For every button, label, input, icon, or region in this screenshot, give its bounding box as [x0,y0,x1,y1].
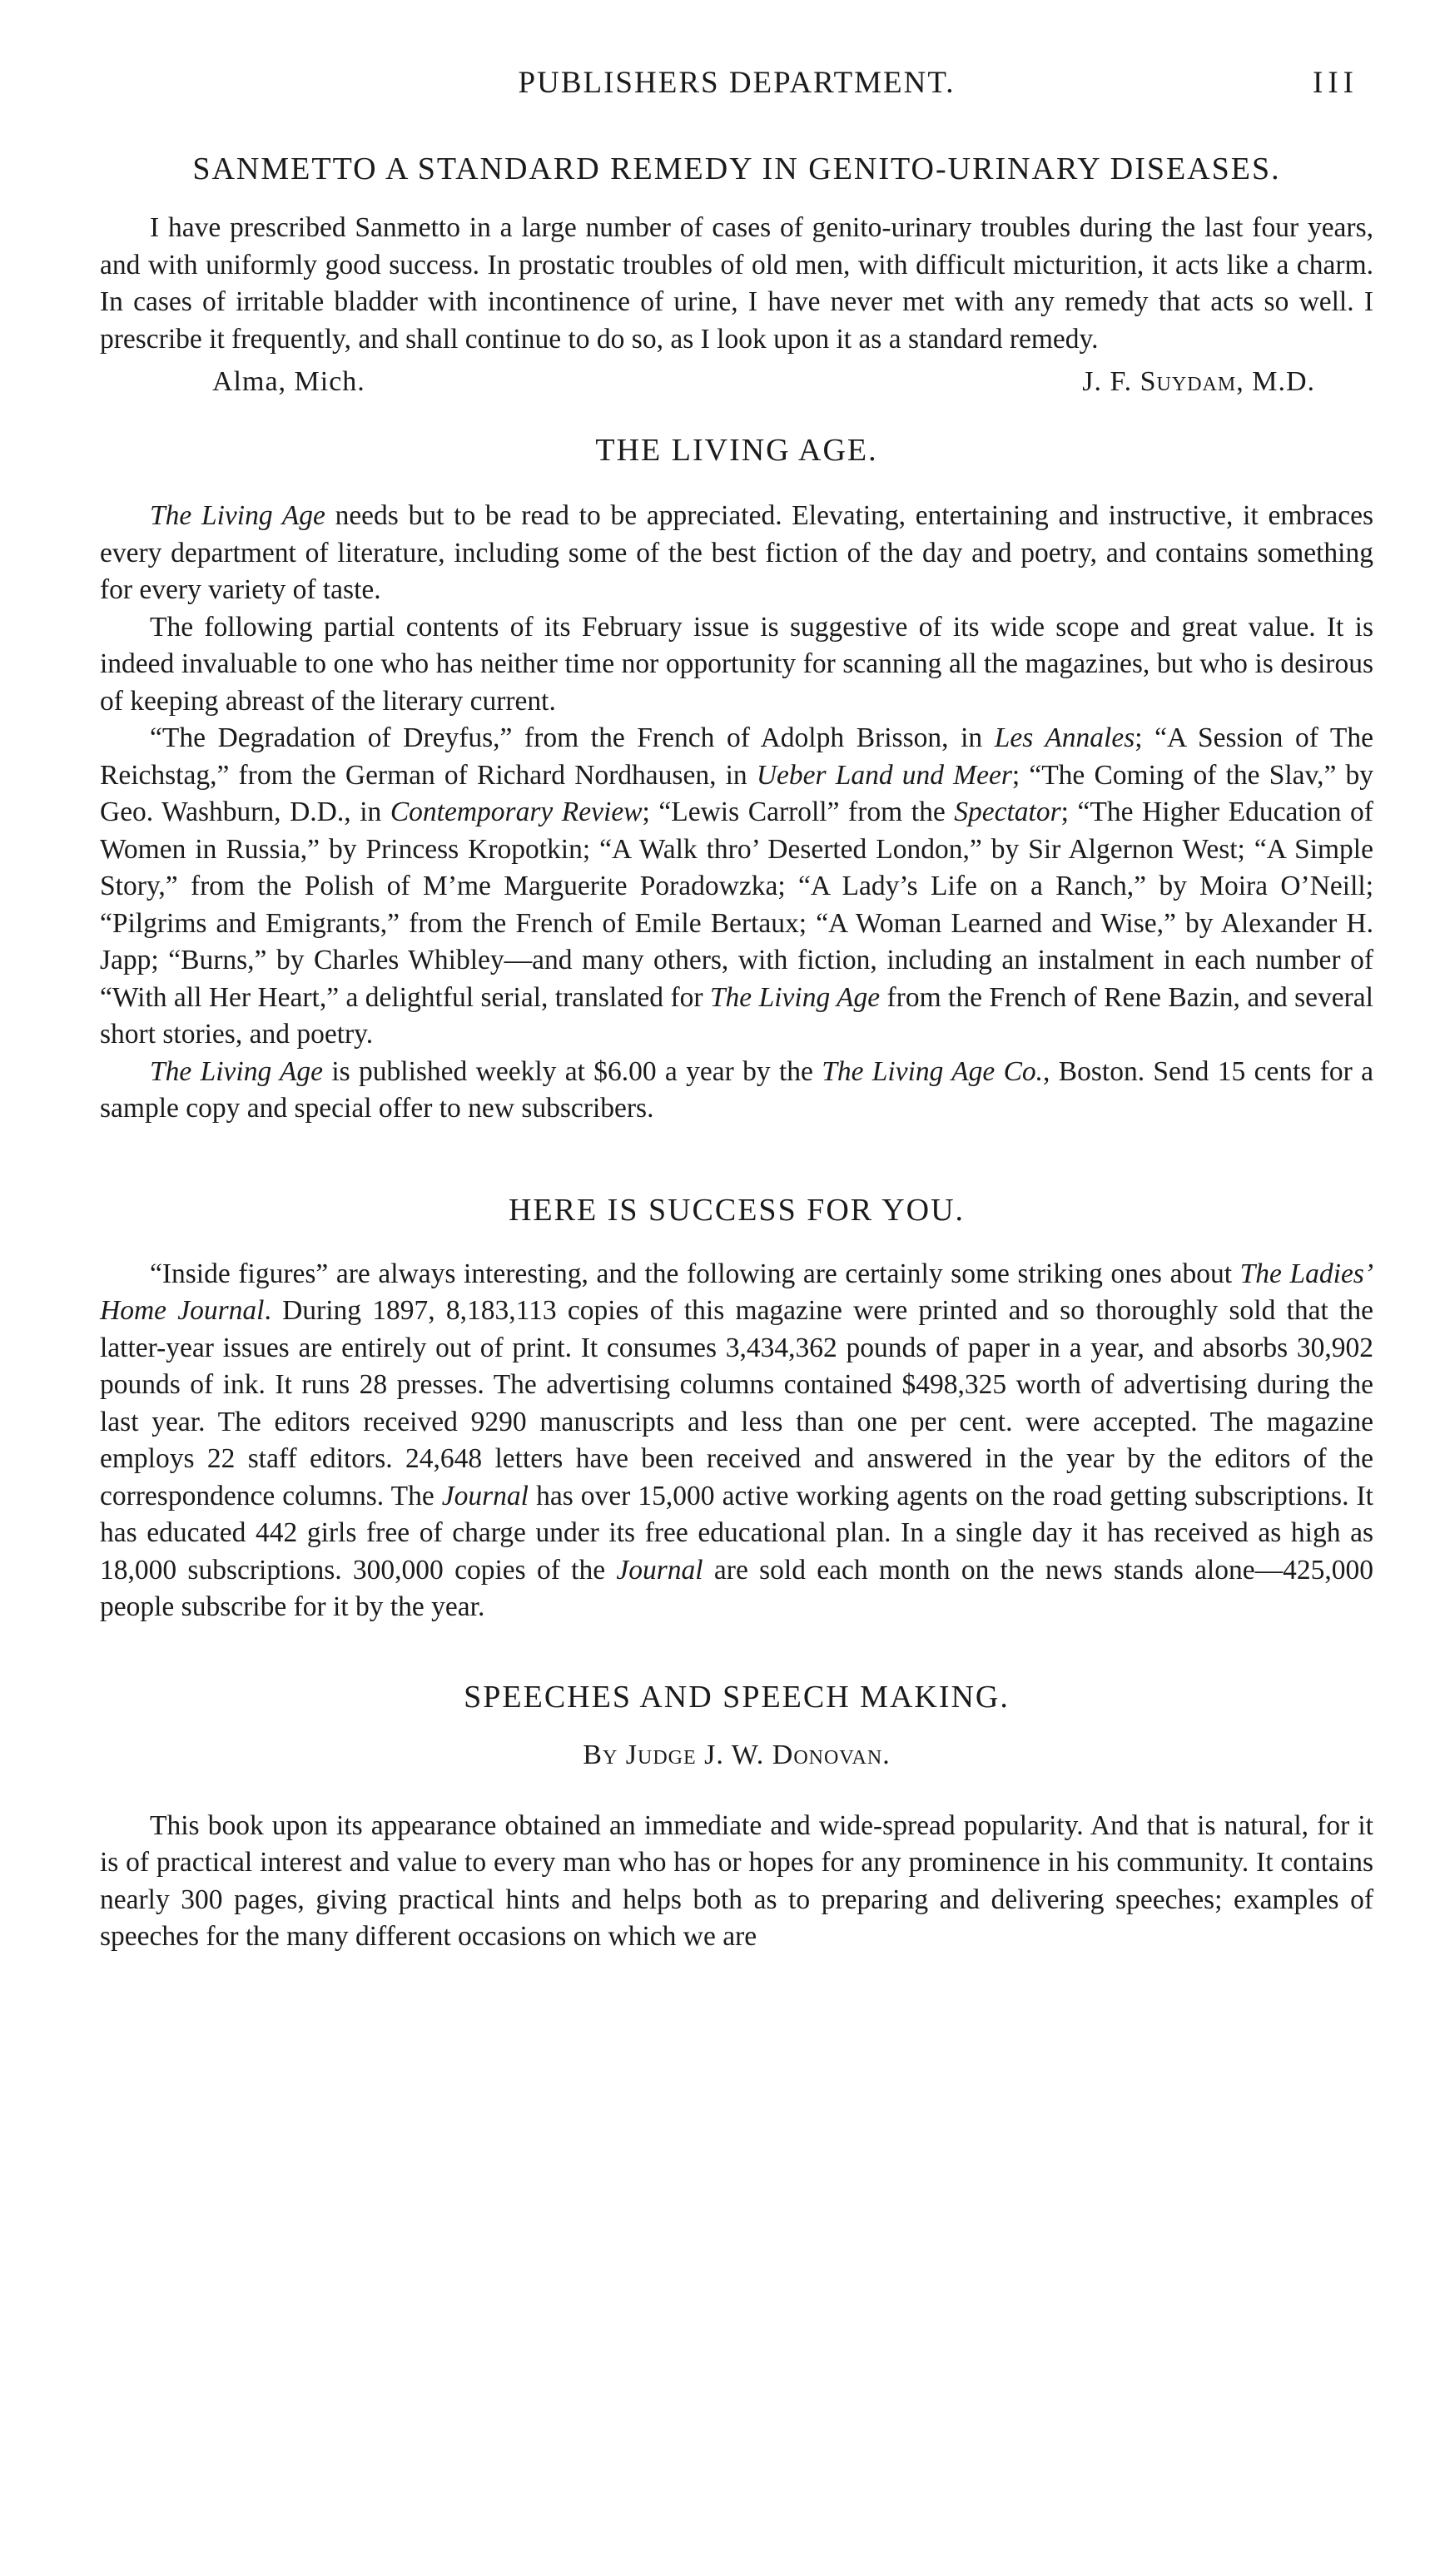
section-heading-sanmetto: SANMETTO A STANDARD REMEDY IN GENITO-URINARY DISEASES. [192,151,1281,186]
section-living-age [100,431,1373,1128]
italic-title: The Ladies’ Home Journal [100,1258,1373,1326]
section-speeches [100,1678,1373,1956]
speeches-paragraph: This book upon its appearance obtained an immediate and wide-spread popularity. And that is natural, for it is of practical interest and value to every man who has or hopes for any prominence in his community. It contains nearly 300 pages, giving practical hints and helps both as to preparing and delivering speeches; examples of speeches for the many different occasions on which we are [100,1809,1373,1952]
italic-title: Journal [441,1480,529,1511]
success-paragraph [100,1256,1373,1626]
page-number: III [1313,66,1358,100]
italic-title: Les Annales [994,722,1135,753]
text-run: ; “Lewis Carroll” from the [642,797,955,827]
text-run: ; “The Higher Education of Women in Russia,” by Princess Kropotkin; “A Walk thro’ Deserted London,” by Sir Algernon West; “A Simple Story,” from the Polish of M’me Marguerite Poradowzka; “A Lady’s Life on a Ranch,” by Moira O’Neill; “Pilgrims and Emigrants,” from the French of Emile Bertaux; “A Woman Learned and Wise,” by Alexander H. Japp; “Burns,” by Charles Whibley—and many others, with fiction, including an instalment in each number of “With all Her Heart,” a delightful serial, translated for [100,797,1373,1013]
section-heading-living-age: THE LIVING AGE. [595,433,878,468]
text-run: from the French of Rene Bazin, and several short stories, and poetry. [100,981,1373,1050]
italic-title: The Living Age Co. [822,1055,1044,1087]
text-run: “Inside figures” are always interesting, and the following are certainly some striking ones about [150,1258,1240,1289]
living-age-paragraph-4 [100,1054,1373,1128]
italic-title: Ueber Land und Meer [756,759,1012,791]
signature-place: Alma, Mich. [212,366,365,397]
byline: By Judge J. W. Donovan. [583,1739,891,1770]
section-success [100,1191,1373,1626]
living-age-paragraph-3 [100,720,1373,1054]
signature-name: J. F. Suydam, M.D. [1082,366,1315,397]
section-heading-success: HERE IS SUCCESS FOR YOU. [508,1192,966,1228]
text-run: , Boston. Send 15 cents for a sample copy and special offer to new subscribers. [100,1055,1374,1124]
italic-title: Contemporary Review [390,797,643,827]
section-sanmetto [100,150,1373,398]
italic-title: Journal [616,1554,703,1586]
text-run: has over 15,000 active working agents on the road getting subscriptions. It has educated 442 girls free of charge under its free educational plan. In a single day it has received as high as 18,000 subscriptions. 300,000 copies of the [100,1480,1373,1586]
sanmetto-paragraph: I have prescribed Sanmetto in a large number of cases of genito-urinary troubles during the last four years, and with uniformly good success. In prostatic troubles of old men, with difficult micturition, it acts like a charm. In cases of irritable bladder with incontinence of urine, I have never met with any remedy that acts so well. I prescribe it frequently, and shall continue to do so, as I look upon it as a standard remedy. [100,212,1373,355]
text-run: ; “A Session of The Reichstag,” from the German of Richard Nordhausen, in [100,722,1374,791]
text-column [100,150,1373,1956]
text-run: . During 1897, 8,183,113 copies of this magazine were printed and so thoroughly sold that the latter-year issues are entirely out of print. It consumes 3,434,362 pounds of paper in a year, and absorbs 30,902 pounds of ink. It runs 28 presses. The advertising columns contained $498,325 worth of advertising during the last year. The editors received 9290 manuscripts and less than one per cent. were accepted. The magazine employs 22 staff editors. 24,648 letters have been received and answered in the year by the editors of the correspondence columns. The [100,1295,1373,1511]
italic-title: The Living Age [150,1055,324,1087]
text-run: ; “The Coming of the Slav,” by Geo. Washburn, D.D., in [100,759,1373,827]
running-title: PUBLISHERS DEPARTMENT. [518,66,956,100]
living-age-paragraph-2: The following partial contents of its February issue is suggestive of its wide scope and great value. It is indeed invaluable to one who has neither time nor opportunity for scanning all the magazines, but who is desirous of keeping abreast of the literary current. [100,611,1373,717]
text-run: is published weekly at $6.00 a year by the [323,1055,822,1087]
running-head [100,65,1373,115]
text-run: “The Degradation of Dreyfus,” from the French of Adolph Brisson, in [150,722,995,753]
text-run: needs but to be read to be appreciated. Elevating, entertaining and instructive, it embraces every department of literature, including some of the best fiction of the day and poetry, and contains something for every variety of taste. [100,500,1373,605]
section-heading-speeches: SPEECHES AND SPEECH MAKING. [464,1679,1010,1715]
italic-title: The Living Age [150,500,325,531]
italic-title: The Living Age [709,981,881,1013]
text-run: are sold each month on the news stands alone—425,000 people subscribe for it by the year. [100,1554,1373,1622]
signature-line [100,366,1373,398]
living-age-paragraph-1 [100,498,1373,609]
italic-title: Spectator [954,797,1061,827]
